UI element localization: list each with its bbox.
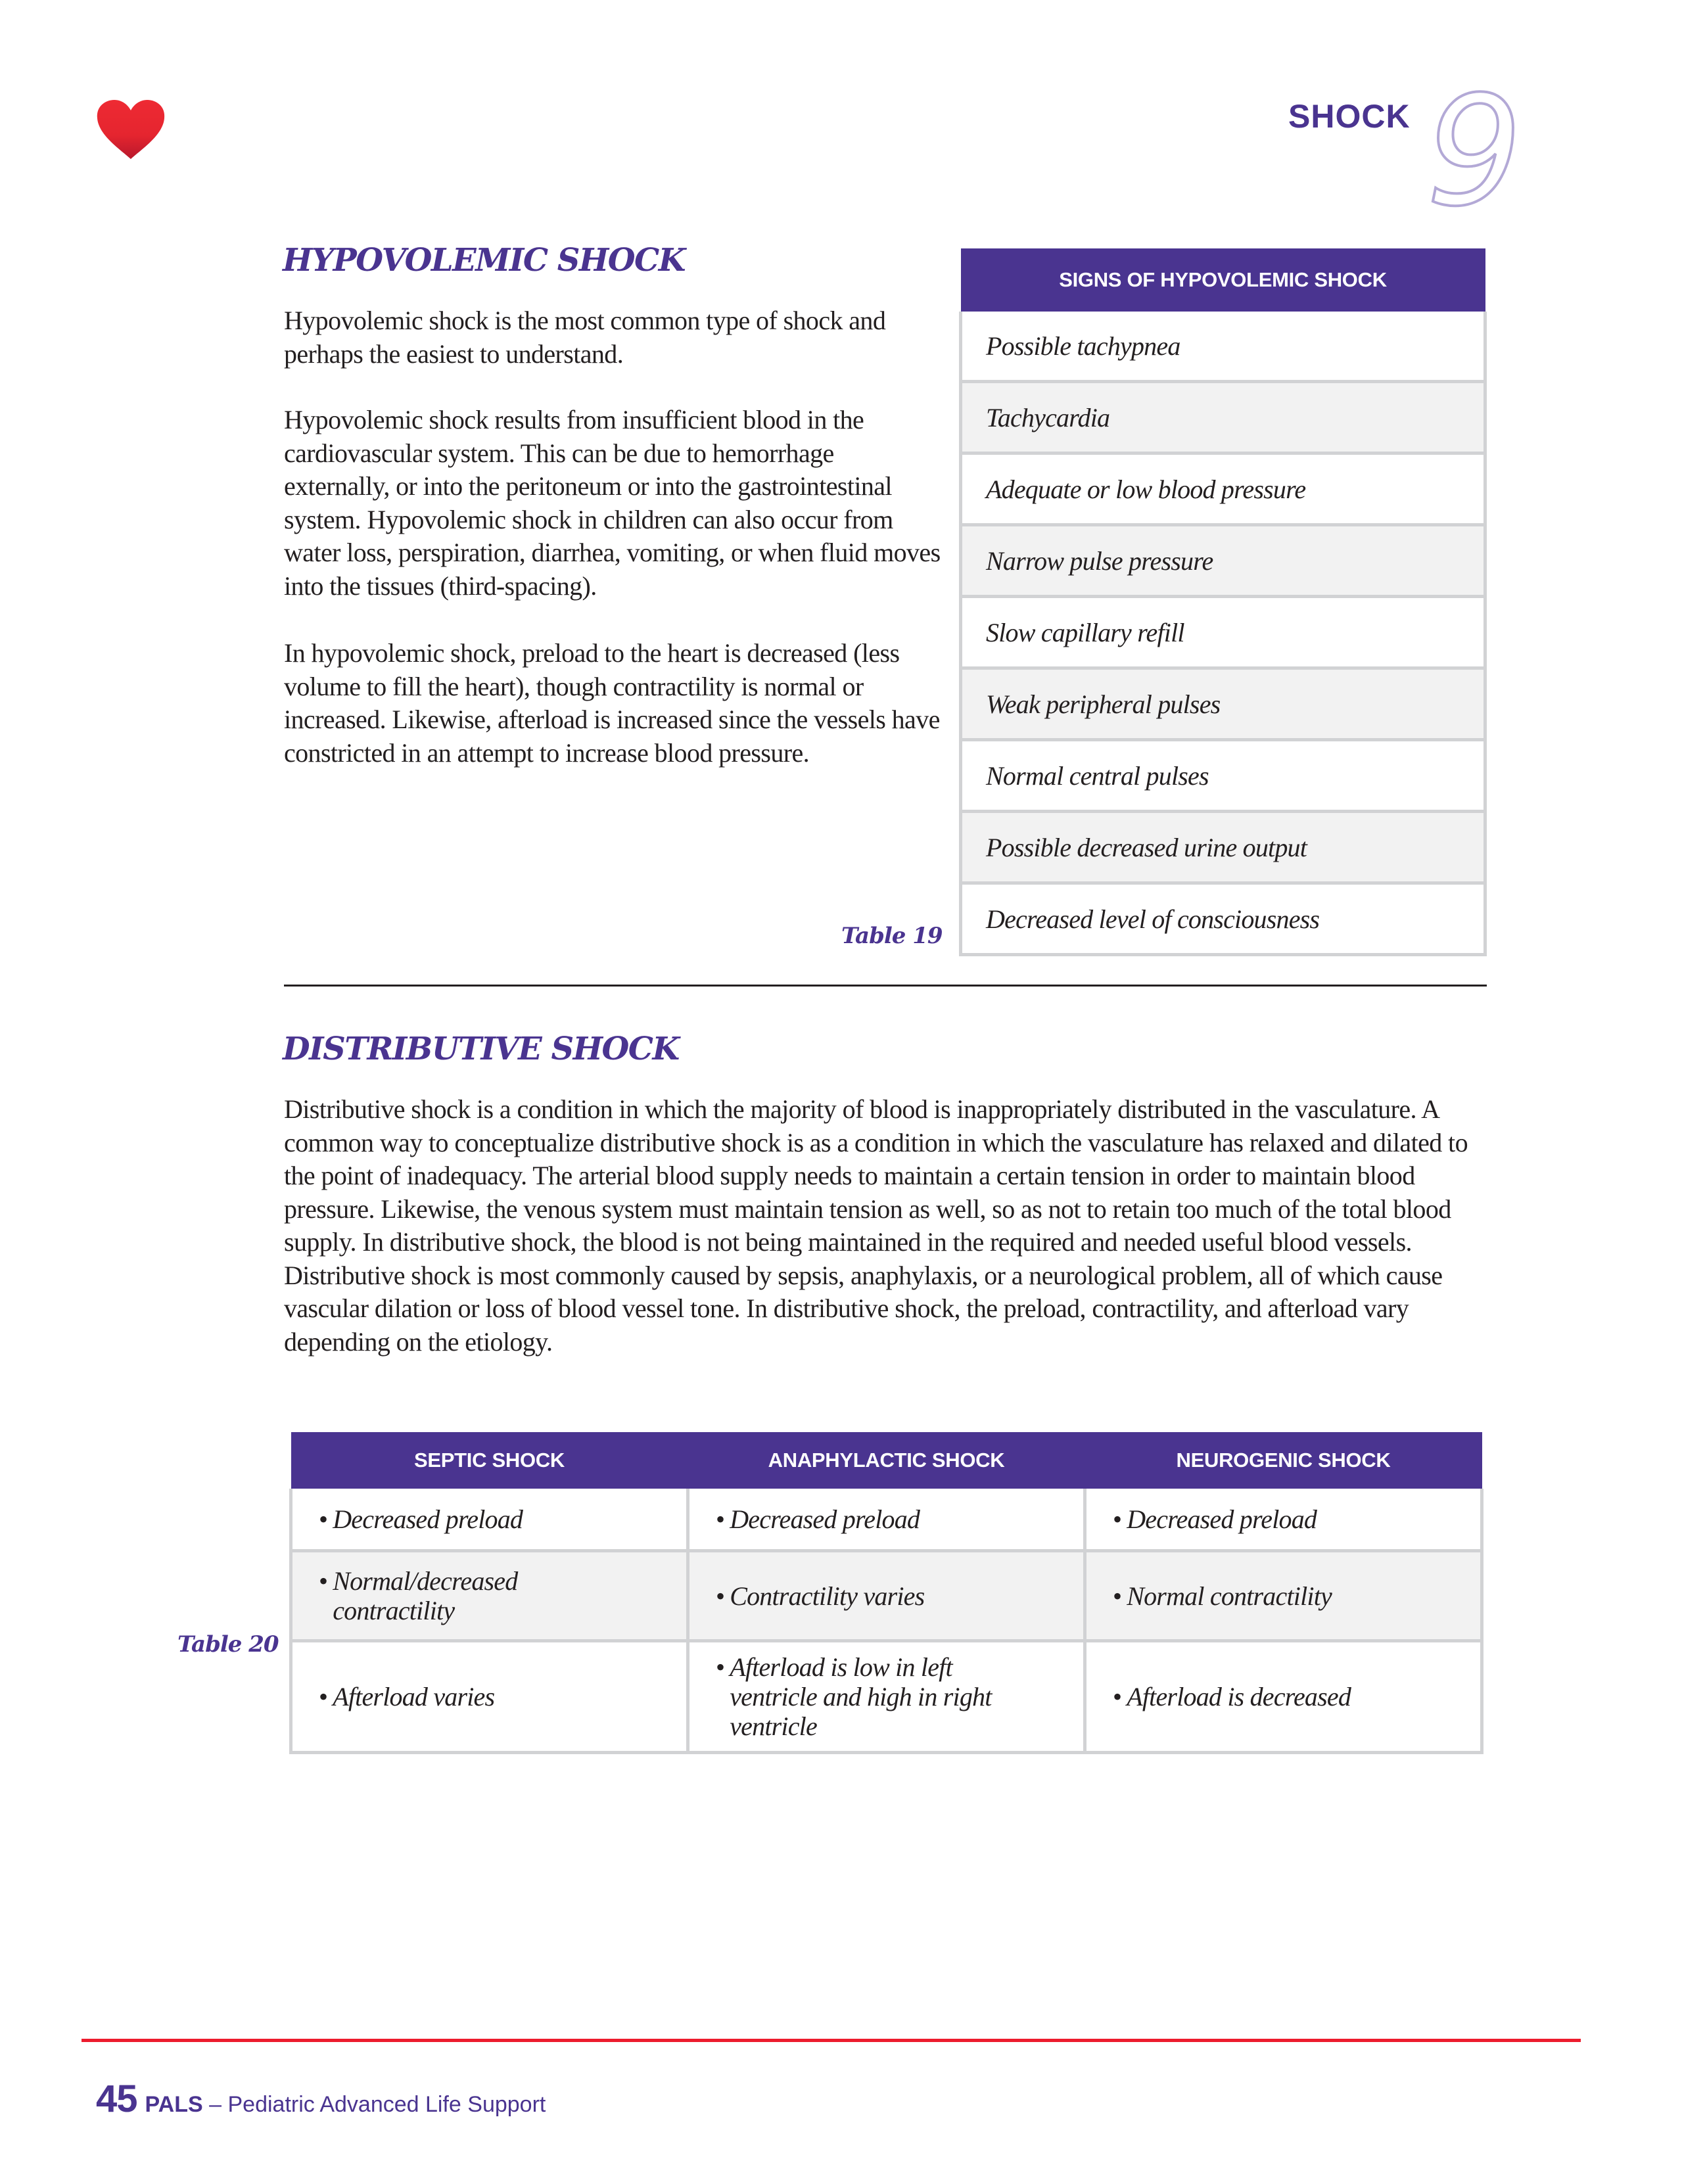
distributive-paragraph: Distributive shock is a condition in which the majority of blood is inappropriately distributed in the vasculature. A common way to conceptualize distributive shock is as a condition in which the vasculature has relaxed and dilated to the point of inadequacy. The arterial blood supply needs to maintain a certain tension in order to maintain blood pressure. Likewise, the venous system must maintain tension as well, so as not to retain too much of the total blood supply. In distributive shock, the blood is not being maintained in the required and needed useful blood vessels. Distributive shock is most commonly caused by sepsis, anaphylaxis, or a neurological problem, all of which cause vascular dilation or loss of blood vessel tone. In distributive shock, the preload, contractility, and afterload vary depending on the etiology. — [284, 1094, 1468, 1357]
hypovolemic-paragraph: Hypovolemic shock is the most common type of shock and perhaps the easiest to understand. — [284, 306, 886, 369]
table-cell — [688, 1551, 1085, 1641]
table-row — [961, 740, 1485, 812]
hypovolemic-body — [284, 304, 941, 802]
table-row — [961, 525, 1485, 597]
bullet: • — [716, 1581, 725, 1611]
sign-cell: Possible decreased urine output — [961, 812, 1485, 883]
table-cell — [291, 1641, 688, 1753]
bullet: • — [1113, 1581, 1122, 1611]
page-footer — [96, 2077, 546, 2121]
chapter-title: SHOCK — [1288, 98, 1411, 135]
cell-text: Normal contractility — [1127, 1581, 1332, 1611]
table-row — [291, 1551, 1482, 1641]
table-cell — [291, 1489, 688, 1551]
table-row — [961, 597, 1485, 668]
distributive-shock-types-table — [289, 1432, 1483, 1754]
table-cell — [688, 1489, 1085, 1551]
hypovolemic-paragraph: In hypovolemic shock, preload to the heart is decreased (less volume to fill the heart), though contractility is normal or increased. Likewise, afterload is increased since the vessels have constricted in an attempt to increase blood pressure. — [284, 638, 940, 768]
bullet: • — [716, 1504, 725, 1534]
table-19-label: Table 19 — [841, 923, 943, 949]
table-cell — [688, 1641, 1085, 1753]
page-number: 45 — [96, 2078, 137, 2120]
column-header-neurogenic: NEUROGENIC SHOCK — [1085, 1432, 1482, 1489]
cell-text: Decreased preload — [730, 1504, 920, 1534]
hypovolemic-paragraph: Hypovolemic shock results from insufficient blood in the cardiovascular system. This can be due to hemorrhage externally, or into the peritoneum or into the gastrointestinal system. Hypovolemic shock in children can also occur from water loss, perspiration, diarrhea, vomiting, or when fluid moves into the tissues (third-spacing). — [284, 405, 941, 601]
column-header-septic: SEPTIC SHOCK — [291, 1432, 688, 1489]
sign-cell: Tachycardia — [961, 382, 1485, 453]
table-cell — [291, 1551, 688, 1641]
cell-text: Decreased preload — [333, 1504, 523, 1534]
footer-brand: PALS — [145, 2092, 203, 2117]
cell-text: Afterload is low in left ventricle and high in right ventricle — [730, 1652, 992, 1741]
table-row — [961, 312, 1485, 382]
sign-cell: Normal central pulses — [961, 740, 1485, 812]
table-cell — [1085, 1551, 1482, 1641]
bullet: • — [1113, 1504, 1122, 1534]
bullet: • — [319, 1504, 328, 1534]
footer-separator: – — [202, 2092, 228, 2117]
sign-cell: Slow capillary refill — [961, 597, 1485, 668]
footer-rule — [82, 2039, 1581, 2042]
table-row — [291, 1641, 1482, 1753]
sign-cell: Weak peripheral pulses — [961, 668, 1485, 740]
sign-cell: Adequate or low blood pressure — [961, 453, 1485, 525]
heart-icon — [96, 99, 166, 160]
sign-cell: Possible tachypnea — [961, 312, 1485, 382]
signs-of-hypovolemic-shock-table — [959, 248, 1487, 956]
distributive-heading: DISTRIBUTIVE SHOCK — [283, 1031, 679, 1067]
table-row — [961, 883, 1485, 955]
cell-text: Normal/decreased contractility — [333, 1566, 518, 1625]
table-row — [291, 1489, 1482, 1551]
chapter-number — [1425, 84, 1524, 216]
cell-text: Afterload is decreased — [1127, 1682, 1351, 1711]
hypovolemic-heading: HYPOVOLEMIC SHOCK — [283, 242, 685, 279]
cell-text: Afterload varies — [333, 1682, 495, 1711]
chapter-number-text: 9 — [1426, 84, 1523, 216]
bullet: • — [319, 1566, 328, 1596]
bullet: • — [716, 1652, 725, 1682]
section-divider — [284, 985, 1487, 987]
distributive-body — [284, 1093, 1493, 1359]
cell-text: Decreased preload — [1127, 1504, 1317, 1534]
signs-table-header: SIGNS OF HYPOVOLEMIC SHOCK — [961, 248, 1485, 312]
bullet: • — [319, 1682, 328, 1711]
table-20-label: Table 20 — [177, 1631, 279, 1658]
table-cell — [1085, 1641, 1482, 1753]
column-header-anaphylactic: ANAPHYLACTIC SHOCK — [688, 1432, 1085, 1489]
sign-cell: Narrow pulse pressure — [961, 525, 1485, 597]
table-cell — [1085, 1489, 1482, 1551]
sign-cell: Decreased level of consciousness — [961, 883, 1485, 955]
table-row — [961, 382, 1485, 453]
bullet: • — [1113, 1682, 1122, 1711]
table-row — [961, 453, 1485, 525]
cell-text: Contractility varies — [730, 1581, 925, 1611]
table-row — [961, 668, 1485, 740]
table-row — [961, 812, 1485, 883]
footer-subtitle: Pediatric Advanced Life Support — [227, 2092, 546, 2117]
